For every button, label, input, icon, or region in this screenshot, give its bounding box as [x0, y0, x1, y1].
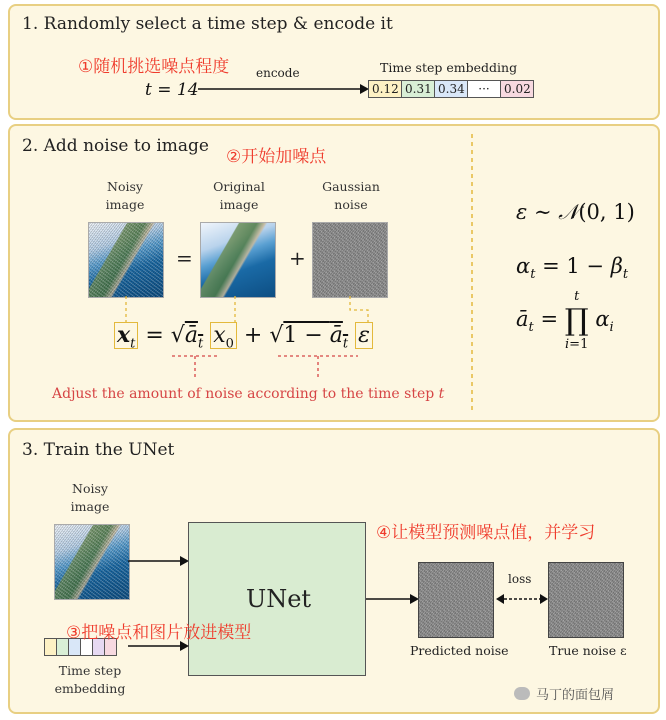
embedding-cell: ··· — [468, 81, 501, 97]
true-noise-label: True noise ε — [549, 643, 627, 658]
image-to-unet-arrow — [128, 554, 190, 568]
gaussian-noise-image — [312, 222, 388, 298]
equals-sign: = — [176, 246, 193, 270]
gaussian-noise-label: Gaussian noise — [322, 179, 380, 212]
plus-sign: + — [289, 246, 306, 270]
noisy-image-label: Noisy image — [105, 179, 145, 212]
predicted-noise-label: Predicted noise — [410, 643, 509, 658]
section-3-title: 3. Train the UNet — [22, 440, 175, 460]
encode-label: encode — [256, 66, 300, 80]
epsilon-distribution-formula: ε ∼ 𝒩(0, 1) — [516, 200, 635, 224]
unet-to-prediction-arrow — [366, 592, 420, 606]
watermark: 马丁的面包屑 — [514, 684, 614, 703]
section-1-title: 1. Randomly select a time step & encode it — [22, 14, 393, 34]
embedding-cell — [45, 639, 57, 655]
adjust-brackets — [170, 354, 370, 384]
alpha-formula: $\alpha_t = 1 - \beta_t$ — [516, 254, 629, 283]
noisy-image — [88, 222, 164, 298]
predicted-noise-image — [418, 562, 494, 638]
wechat-icon — [514, 687, 530, 700]
time-step-embedding-vector — [368, 80, 534, 98]
original-image-label: Original image — [213, 179, 265, 212]
embedding-title: Time step embedding — [380, 60, 518, 75]
adjust-noise-caption: Adjust the amount of noise according to the time step t — [52, 386, 445, 402]
embedding-label-2: Time step embedding — [54, 663, 126, 696]
epsilon-term: ε — [355, 322, 373, 349]
loss-label: loss — [508, 572, 532, 586]
embedding-cell: 0.12 — [369, 81, 402, 97]
x-t-term: $x_t$ — [114, 322, 138, 349]
section-3-annotation-input: ③把噪点和图片放进模型 — [66, 623, 252, 643]
x-0-term: $x_0$ — [210, 322, 237, 349]
loss-arrow — [496, 592, 548, 606]
embedding-cell: 0.31 — [402, 81, 435, 97]
section-2-title: 2. Add noise to image — [22, 136, 209, 156]
noisy-image-label-2: Noisy image — [70, 481, 110, 514]
noisy-image-input — [54, 524, 130, 600]
alpha-bar-formula: $ā_t$ = t ∏ i=1 $\alpha_i$ — [516, 289, 614, 352]
embedding-cell: 0.34 — [435, 81, 468, 97]
encode-arrow — [198, 82, 370, 96]
unet-label: UNet — [246, 585, 312, 613]
section-1-annotation: ①随机挑选噪点程度 — [78, 57, 230, 77]
section-2-annotation: ②开始加噪点 — [226, 147, 327, 167]
time-step-label: t = 14 — [145, 80, 199, 100]
true-noise-image — [548, 562, 624, 638]
original-image — [200, 222, 276, 298]
embedding-cell: 0.02 — [501, 81, 533, 97]
section-3-annotation-predict: ④让模型预测噪点值，并学习 — [376, 523, 596, 543]
section-divider — [470, 134, 474, 414]
noise-equation: $x_t$ = $√ā_t$ $x_0 + √1$ − $ā_t$ ε — [114, 322, 373, 351]
